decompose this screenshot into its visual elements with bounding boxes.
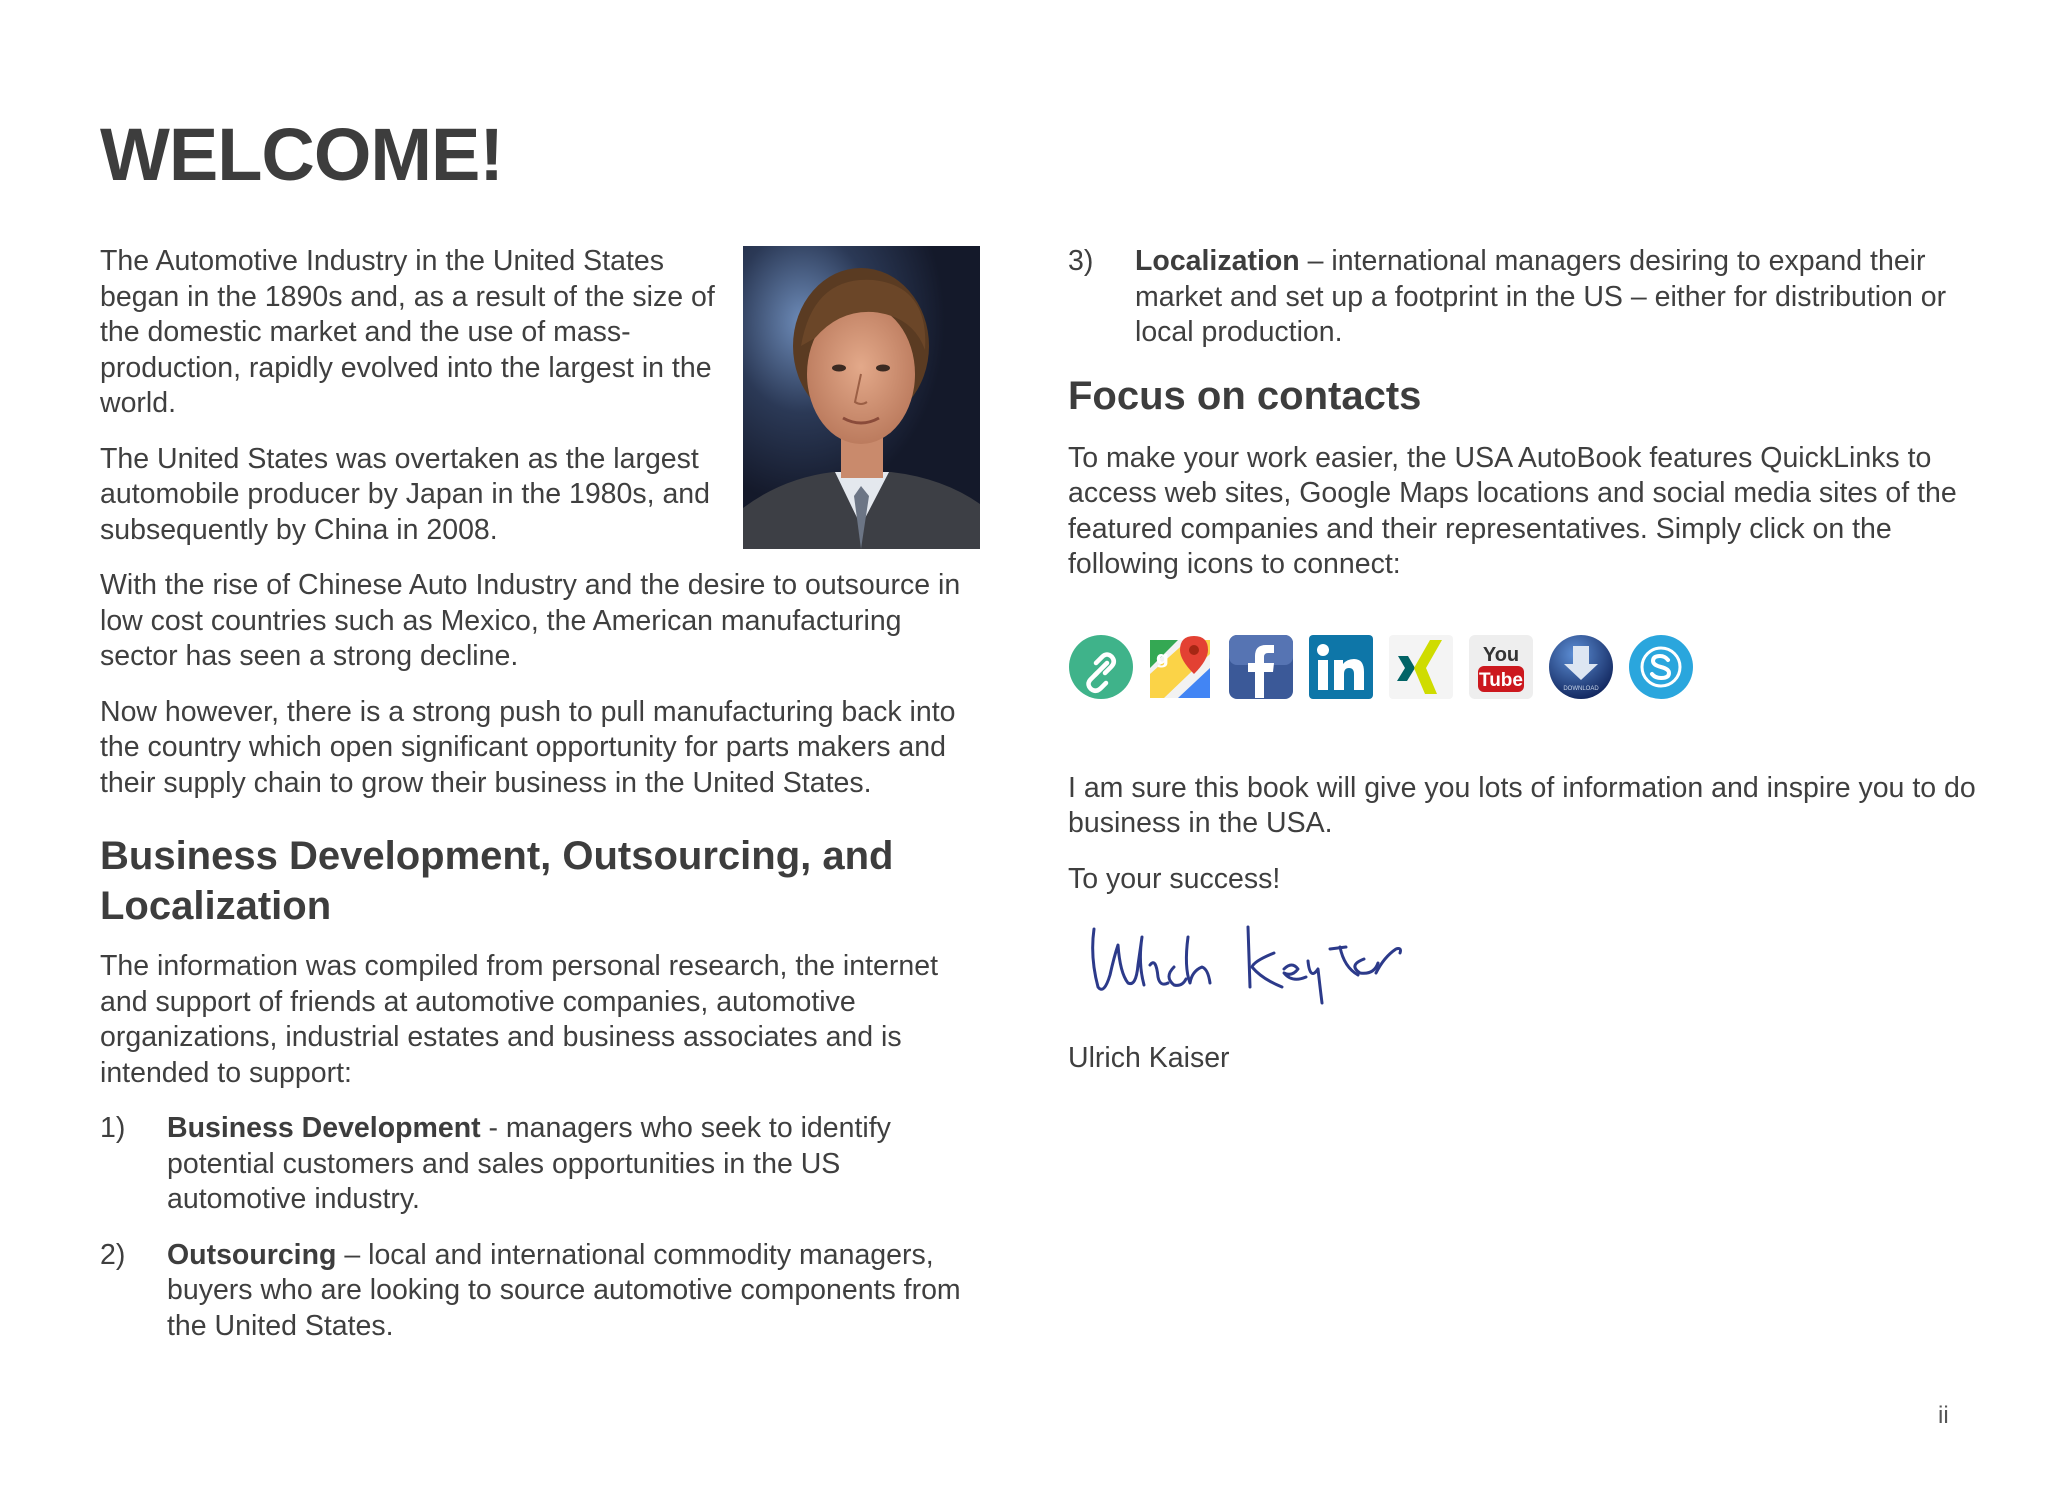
download-label: DOWNLOAD — [1563, 685, 1599, 692]
list-text: – international managers desiring to expand their market and set up a footprint in the US – either for distribution or local production. — [1135, 245, 1947, 348]
list-term: Outsourcing — [167, 1238, 337, 1271]
author-name: Ulrich Kaiser — [1068, 1041, 1230, 1074]
page-title: WELCOME! — [100, 113, 504, 196]
list-item — [1068, 244, 1978, 351]
signature — [1078, 917, 1978, 1017]
contacts-heading: Focus on contacts — [1068, 373, 1422, 418]
list-number: 2) — [100, 1238, 126, 1271]
skype-icon[interactable] — [1628, 634, 1694, 700]
youtube-tube-label: Tube — [1479, 669, 1523, 691]
list-item — [100, 1238, 980, 1345]
page-number: ii — [1938, 1402, 1949, 1429]
youtube-you-label: You — [1482, 643, 1520, 666]
business-heading: Business Development, Outsourcing, and Localization — [100, 834, 894, 928]
list-term: Business Development — [167, 1112, 481, 1144]
link-icon[interactable] — [1068, 634, 1134, 700]
contacts-paragraph: To make your work easier, the USA AutoBook features QuickLinks to access web sites, Google Maps locations and social media sites of the featured companies and their representatives. Simply click on the following icons to connect: — [1068, 441, 1957, 580]
list-text: - managers who seek to identify potential customers and sales opportunities in the US automotive industry. — [167, 1112, 891, 1215]
download-icon[interactable] — [1548, 634, 1614, 700]
youtube-icon[interactable] — [1468, 634, 1534, 700]
google-maps-icon[interactable] — [1148, 634, 1214, 700]
success-line: To your success! — [1068, 862, 1281, 895]
right-column — [1068, 244, 1978, 1096]
closing-paragraph: I am sure this book will give you lots of information and inspire you to do business in the USA. — [1068, 771, 1976, 839]
facebook-icon[interactable] — [1228, 634, 1294, 700]
xing-icon[interactable] — [1388, 634, 1454, 700]
list-number: 3) — [1068, 245, 1094, 277]
intro-paragraph: Now however, there is a strong push to pull manufacturing back into the country which open significant opportunity for parts makers and their supply chain to grow their business in the United States. — [100, 695, 956, 799]
linkedin-icon[interactable] — [1308, 634, 1374, 700]
intro-paragraph: The United States was overtaken as the largest automobile producer by Japan in the 1980s, and subsequently by China in 2008. — [100, 442, 711, 546]
author-portrait — [743, 246, 980, 549]
list-text: – local and international commodity managers, buyers who are looking to source automotive components from the United States. — [167, 1238, 961, 1342]
intro-paragraph: The Automotive Industry in the United States began in the 1890s and, as a result of the size of the domestic market and the use of mass-production, rapidly evolved into the largest in the world. — [100, 245, 715, 419]
list-item — [100, 1111, 980, 1218]
quicklinks-icon-row — [1068, 633, 1978, 701]
intro-paragraph: With the rise of Chinese Auto Industry and the desire to outsource in low cost countries such as Mexico, the American manufacturing sector has seen a strong decline. — [100, 569, 961, 672]
list-term: Localization — [1135, 245, 1308, 277]
svg-text:g: g — [1156, 647, 1169, 669]
list-number: 1) — [100, 1112, 126, 1144]
left-column — [100, 244, 980, 1364]
business-paragraph: The information was compiled from personal research, the internet and support of friends at automotive companies, automotive organizations, industrial estates and business associates and is intended to support: — [100, 950, 938, 1089]
